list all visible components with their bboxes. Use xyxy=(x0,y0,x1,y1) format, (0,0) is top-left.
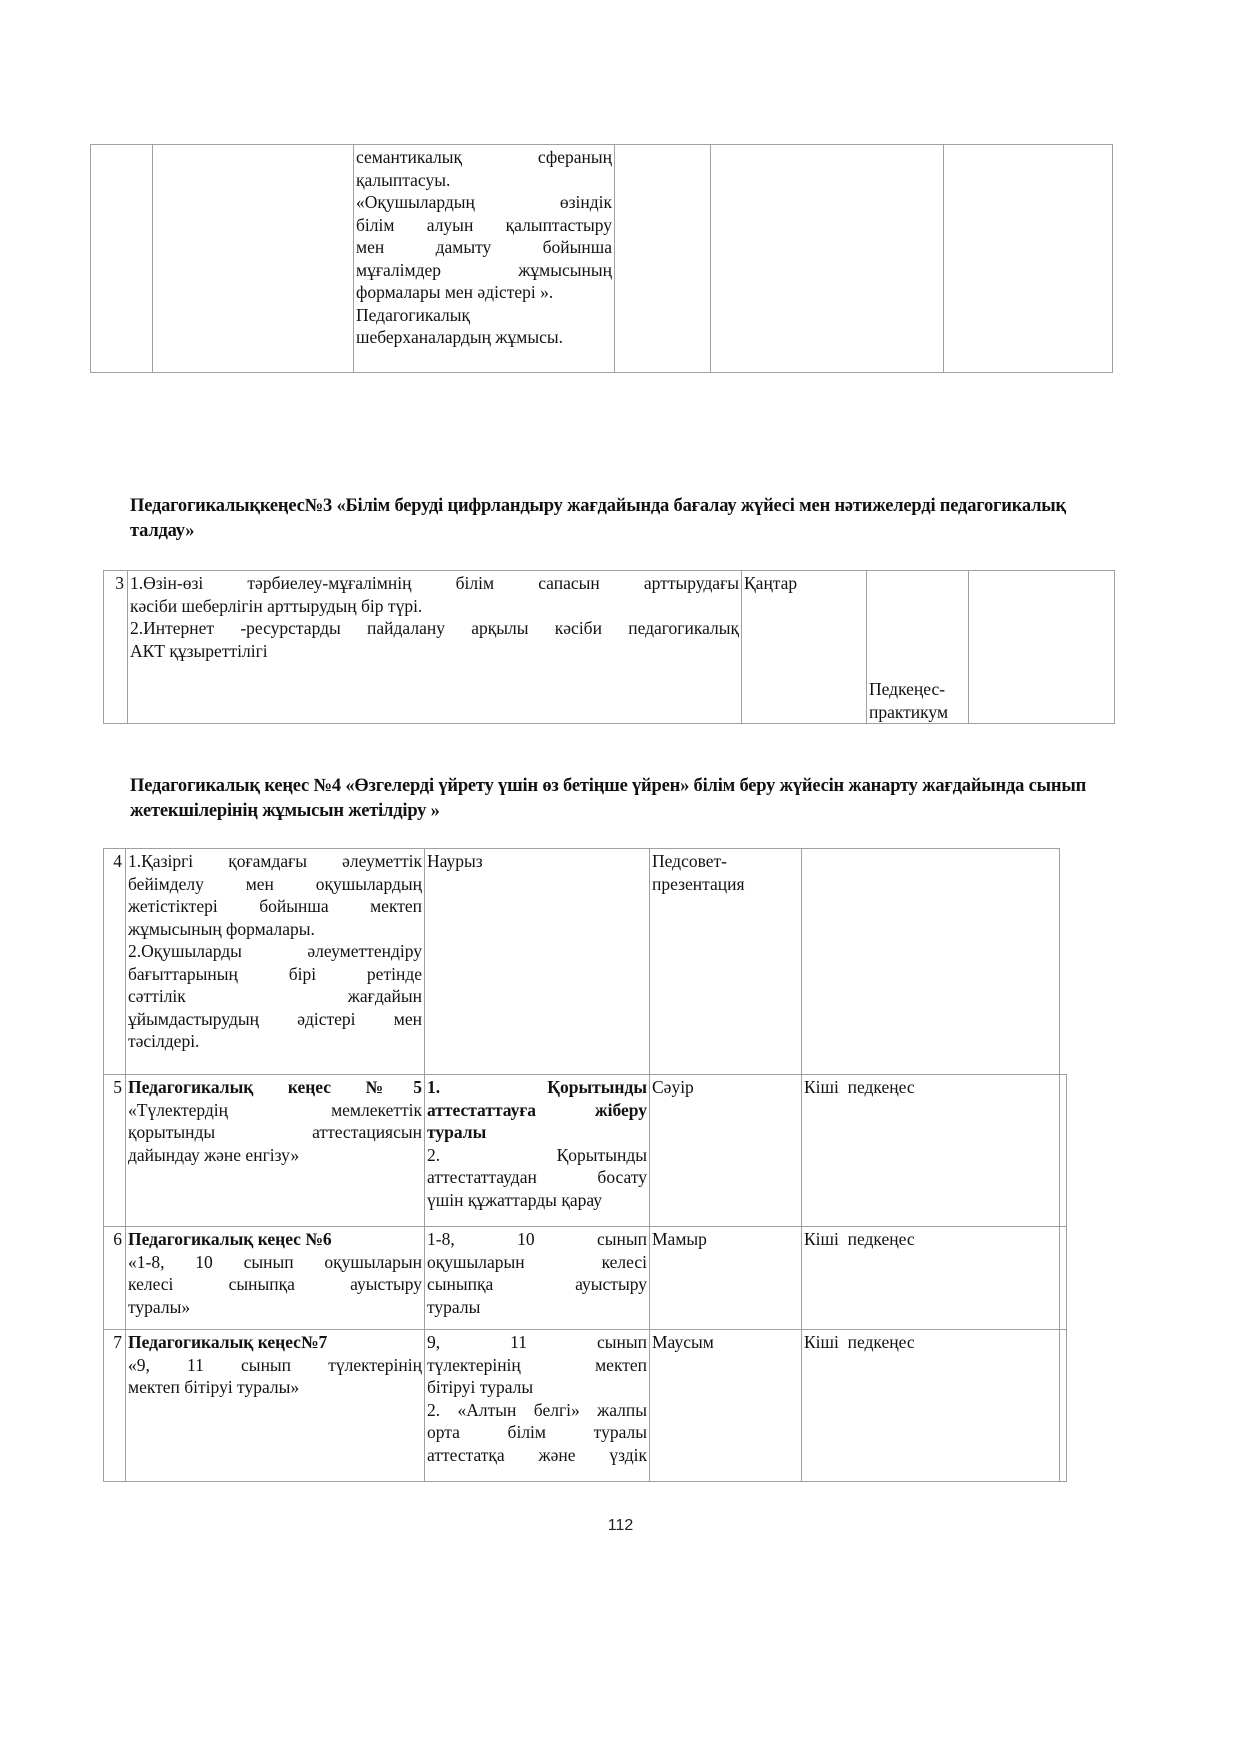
content-line: білім алуын қалыптастыру xyxy=(356,214,612,235)
month-cell: Наурыз xyxy=(425,849,650,1075)
form-cell xyxy=(711,145,944,373)
topic-cell xyxy=(126,1075,425,1227)
topic-cell xyxy=(126,849,425,1075)
topic-line: сәттілік жағдайын xyxy=(128,986,422,1006)
month-cell: Қаңтар xyxy=(742,571,867,724)
margin-cell xyxy=(1060,849,1067,1075)
row-number-cell xyxy=(91,145,153,373)
topic-line: жетістіктері бойынша мектеп xyxy=(128,896,422,916)
council-4-7-table xyxy=(103,848,1067,1482)
responsible-cell xyxy=(802,849,1060,1075)
agenda-cell xyxy=(425,1227,650,1330)
content-cell xyxy=(354,145,615,373)
topic-line: ұйымдастырудың әдістері мен xyxy=(128,1008,422,1029)
form-line: презентация xyxy=(652,873,745,894)
content-line: 2.Интернет -ресурстарды пайдалану арқылы кәсіби педагогикалық xyxy=(130,618,739,638)
topic-cell xyxy=(126,1330,425,1482)
month-cell: Мамыр xyxy=(650,1227,802,1330)
topic-line: бейімделу мен оқушылардың xyxy=(128,873,422,894)
content-line: Педагогикалық xyxy=(356,304,471,325)
topic-line: дайындау және енгізу» xyxy=(128,1144,300,1165)
agenda-line: 1. Қорытынды xyxy=(427,1077,647,1097)
content-line: «Оқушылардың өзіндік xyxy=(356,192,612,212)
form-cell: Кіші педкеңес xyxy=(802,1227,1060,1330)
row-number-cell: 7 xyxy=(104,1330,126,1482)
row-number-cell: 5 xyxy=(104,1075,126,1227)
content-line: қалыптасуы. xyxy=(356,169,451,190)
topic-cell xyxy=(153,145,354,373)
row-number-cell: 6 xyxy=(104,1227,126,1330)
agenda-line: 1-8, 10 сынып xyxy=(427,1229,647,1249)
topic-line: 1.Қазіргі қоғамдағы әлеуметтік xyxy=(128,851,422,871)
agenda-line: 9, 11 сынып xyxy=(427,1332,647,1352)
topic-line: мектеп бітіруі туралы» xyxy=(128,1377,300,1397)
month-cell: Маусым xyxy=(650,1330,802,1482)
margin-cell xyxy=(1060,1227,1067,1330)
topic-line: «Түлектердің мемлекеттік xyxy=(128,1099,422,1120)
form-line: практикум xyxy=(869,701,949,722)
form-cell: Кіші педкеңес xyxy=(802,1075,1060,1227)
form-text xyxy=(869,678,948,723)
form-cell xyxy=(650,849,802,1075)
table-row xyxy=(104,1330,1067,1482)
agenda-line: бітіруі туралы xyxy=(427,1377,534,1397)
council-title: Педагогикалық кеңес №5 xyxy=(128,1077,422,1097)
content-line: формалары мен әдістері ». xyxy=(356,282,554,302)
table-row xyxy=(104,849,1067,1075)
agenda-cell xyxy=(425,1330,650,1482)
topic-line: 2.Оқушыларды әлеуметтендіру xyxy=(128,941,422,961)
content-line: мен дамыту бойынша xyxy=(356,237,612,257)
topic-line: тәсілдері. xyxy=(128,1031,200,1051)
table-row xyxy=(104,1227,1067,1330)
margin-cell xyxy=(1060,1075,1067,1227)
topic-line: «9, 11 сынып түлектерінің xyxy=(128,1354,422,1375)
agenda-line: 2. Қорытынды xyxy=(427,1144,647,1165)
content-line: шеберханалардың жұмысы. xyxy=(356,327,564,347)
agenda-line: түлектерінің мектеп xyxy=(427,1354,647,1375)
table-row xyxy=(91,145,1113,373)
form-line: Педсовет- xyxy=(652,851,727,871)
agenda-line: оқушыларын келесі xyxy=(427,1251,647,1272)
agenda-line: туралы xyxy=(427,1122,487,1142)
page-number: 112 xyxy=(607,1517,634,1534)
content-line: семантикалық сфераның xyxy=(356,147,612,167)
agenda-line: 2. «Алтын белгі» жалпы xyxy=(427,1399,647,1420)
table-row xyxy=(104,1075,1067,1227)
month-cell: Сәуір xyxy=(650,1075,802,1227)
section-4-heading: Педагогикалық кеңес №4 «Өзгелерді үйрету үшін өз бетіңше үйрен» білім беру жүйесін жанарту жағдайында сынып жетекшілерінің жұмысын жетілдіру » xyxy=(130,776,1087,821)
agenda-cell xyxy=(425,1075,650,1227)
agenda-line: үшін құжаттарды қарау xyxy=(427,1189,602,1210)
form-cell: Кіші педкеңес xyxy=(802,1330,1060,1482)
council-3-table xyxy=(103,570,1115,724)
council-title: Педагогикалық кеңес№7 xyxy=(128,1332,328,1352)
responsible-cell xyxy=(969,571,1115,724)
form-cell xyxy=(867,571,969,724)
council-title: Педагогикалық кеңес №6 xyxy=(128,1229,332,1249)
topic-cell xyxy=(126,1227,425,1330)
topic-line: жұмысының формалары. xyxy=(128,918,315,939)
margin-cell xyxy=(1060,1330,1067,1482)
topic-line: қорытынды аттестациясын xyxy=(128,1122,422,1142)
content-cell xyxy=(128,571,742,724)
section-3-heading: Педагогикалықкеңес№3 «Білім беруді цифрландыру жағдайында бағалау жүйесі мен нәтижелерді педагогикалық талдау» xyxy=(130,496,1066,541)
row-number-cell: 3 xyxy=(104,571,128,724)
agenda-line: туралы xyxy=(427,1296,481,1317)
month-cell xyxy=(615,145,711,373)
topic-line: туралы» xyxy=(128,1296,191,1317)
content-line: 1.Өзін-өзі тәрбиелеу-мұғалімнің білім сапасын арттырудағы xyxy=(130,573,739,593)
agenda-line: орта білім туралы xyxy=(427,1422,647,1442)
topic-line: «1-8, 10 сынып оқушыларын xyxy=(128,1251,422,1272)
form-line: Педкеңес- xyxy=(869,679,946,699)
content-line: АКТ құзыреттілігі xyxy=(130,640,268,661)
topic-line: бағыттарының бірі ретінде xyxy=(128,963,422,984)
table-row xyxy=(104,571,1115,724)
agenda-line: аттестаттаудан босату xyxy=(427,1167,647,1187)
content-line: кәсіби шеберлігін арттырудың бір түрі. xyxy=(130,595,423,616)
agenda-line: сыныпқа ауыстыру xyxy=(427,1274,647,1294)
row-number-cell: 4 xyxy=(104,849,126,1075)
topic-line: келесі сыныпқа ауыстыру xyxy=(128,1274,422,1294)
continued-plan-table xyxy=(90,144,1113,373)
agenda-line: аттестаттауға жіберу xyxy=(427,1099,647,1120)
agenda-line: аттестатқа және үздік xyxy=(427,1444,647,1465)
responsible-cell xyxy=(944,145,1113,373)
content-line: мұғалімдер жұмысының xyxy=(356,259,612,280)
